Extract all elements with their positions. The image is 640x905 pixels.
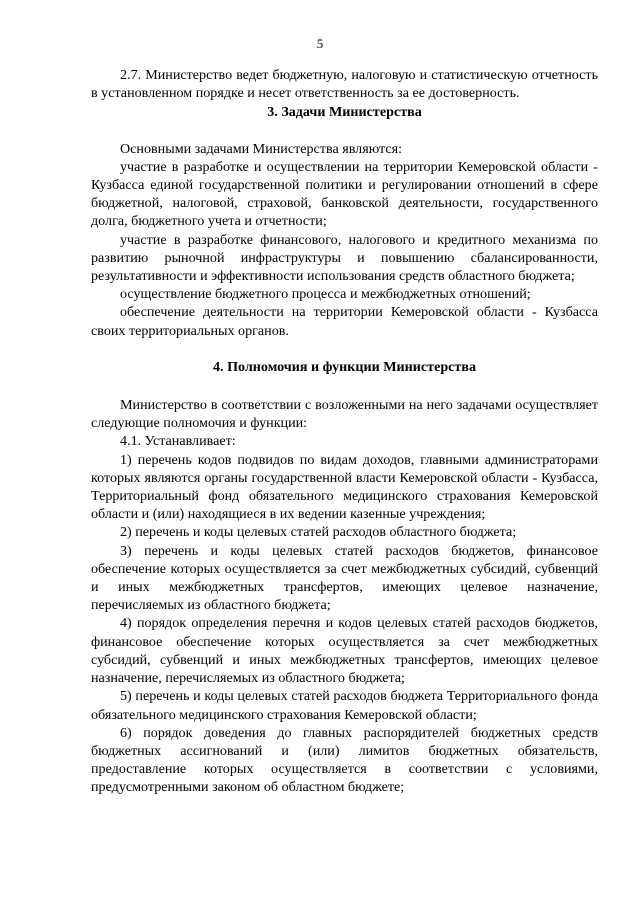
section-3-lead: Основными задачами Министерства являются:: [120, 140, 403, 157]
task-item: участие в разработке финансового, налогового и кредитного механизма по развитию рыночной инфраструктуры и повышению сбалансированности, результативности и эффективности использования средств областного бюджета;: [91, 231, 598, 285]
page-number: 5: [316, 36, 324, 51]
function-item: 1) перечень кодов подвидов по видам доходов, главными администраторами которых являются органы государственной власти Кемеровской области - Кузбасса, Территориальный фонд обязательного медицинского страхования Кемеровской области и (или) находящиеся в их ведении казенные учреждения;: [91, 451, 598, 523]
section-3-body: [91, 140, 598, 340]
function-item: 2) перечень и коды целевых статей расходов областного бюджета;: [120, 524, 517, 541]
function-item: 4) порядок определения перечня и кодов целевых статей расходов бюджетов, финансовое обеспечение которых осуществляется за счет межбюджетных субсидий, субвенций и иных межбюджетных трансфертов, имеющих целевое назначение, перечисляемых из областного бюджета;: [91, 615, 598, 687]
section-4-lead: Министерство в соответствии с возложенными на него задачами осуществляет следующие полномочия и функции:: [91, 397, 598, 432]
function-item: 6) порядок доведения до главных распорядителей бюджетных средств бюджетных ассигнований и (или) лимитов бюджетных обязательств, предоставление которых осуществляется в соответствии с условиями, предусмотренными законом об областном бюджете;: [91, 724, 598, 796]
intro-paragraph: 2.7. Министерство ведет бюджетную, налоговую и статистическую отчетность в установленном порядке и несет ответственность за ее достоверность.: [91, 67, 598, 102]
task-item: осуществление бюджетного процесса и межбюджетных отношений;: [120, 286, 531, 303]
section-3-title: 3. Задачи Министерства: [267, 104, 422, 121]
function-item: 5) перечень и коды целевых статей расходов бюджета Территориального фонда обязательного медицинского страхования Кемеровской области;: [91, 688, 598, 723]
section-4-body: [91, 396, 598, 796]
section-4-title: 4. Полномочия и функции Министерства: [212, 358, 477, 375]
document-body: [91, 66, 598, 797]
subsection-4-1-title: 4.1. Устанавливает:: [120, 433, 236, 450]
task-item: участие в разработке и осуществлении на территории Кемеровской области - Кузбасса единой государственной политики и регулировании отношений в сфере бюджетной, налоговой, страховой, банковской деятельности, государственного долга, бюджетного учета и отчетности;: [91, 158, 598, 230]
task-item: обеспечение деятельности на территории Кемеровской области - Кузбасса своих территориальных органов.: [91, 304, 598, 339]
function-item: 3) перечень и коды целевых статей расходов бюджетов, финансовое обеспечение которых осуществляется за счет межбюджетных субсидий, субвенций и иных межбюджетных трансфертов, имеющих целевое назначение, перечисляемых из областного бюджета;: [91, 542, 598, 614]
